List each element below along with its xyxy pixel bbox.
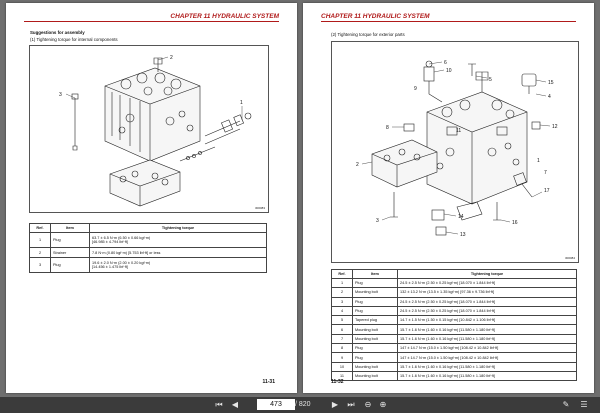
cell-ref: 1 xyxy=(30,233,51,248)
callout-1: 1 xyxy=(240,100,243,106)
table-row xyxy=(332,344,577,353)
cell-item: Mounting bolt xyxy=(353,362,398,371)
callout-3: 3 xyxy=(376,218,379,224)
col-ref: Ref. xyxy=(30,224,51,233)
cell-item: Tapered plug xyxy=(353,316,398,325)
callout-17: 17 xyxy=(544,188,550,194)
exterior-parts-figure xyxy=(331,41,579,263)
callout-6: 6 xyxy=(444,60,447,66)
valve-internal-drawing xyxy=(30,46,268,212)
table-row xyxy=(30,233,267,248)
cell-ref: 7 xyxy=(332,334,353,343)
callout-4: 4 xyxy=(548,94,551,100)
cell-torque: 24.5 ± 2.5 N·m (2.50 ± 0.25 kgf·m) [18.070 ± 1.844 lbf·ft] xyxy=(398,279,577,288)
cell-ref: 5 xyxy=(332,316,353,325)
cell-item: Mounting bolt xyxy=(353,371,398,380)
figure-code: 300084 xyxy=(564,256,575,260)
cell-item: Strainer xyxy=(51,248,90,258)
callout-9: 9 xyxy=(414,86,417,92)
table-row xyxy=(332,362,577,371)
callout-2-top: 2 xyxy=(170,55,173,61)
col-torque: Tightening torque xyxy=(398,270,577,279)
cell-ref: 6 xyxy=(332,325,353,334)
subsection-title: (2) Tightening torque for exterior parts xyxy=(331,32,405,37)
cell-torque: 7.8 N·m (0.80 kgf·m) [5.753 lbf·ft] or less xyxy=(90,248,267,258)
cell-item: Mounting bolt xyxy=(353,334,398,343)
table-row xyxy=(30,258,267,273)
table-row xyxy=(332,316,577,325)
page-number-input[interactable] xyxy=(257,399,295,410)
internal-components-figure xyxy=(29,45,269,213)
cell-item: Plug xyxy=(353,297,398,306)
cell-torque: 147 ± 14.7 N·m (15.0 ± 1.50 kgf·m) [108.42 ± 10.842 lbf·ft] xyxy=(398,353,577,362)
cell-item: Plug xyxy=(353,306,398,315)
cell-ref: 1 xyxy=(332,279,353,288)
first-page-icon[interactable]: ⏮ xyxy=(215,400,223,409)
table-row xyxy=(332,334,577,343)
callout-8: 8 xyxy=(386,125,389,131)
page-number: 11-31 xyxy=(262,379,275,385)
cell-ref: 3 xyxy=(332,297,353,306)
figure-code: 300083 xyxy=(254,206,265,210)
callout-12: 12 xyxy=(552,124,558,130)
cell-torque: 15.7 ± 1.6 N·m (1.60 ± 0.16 kgf·m) [11.580 ± 1.180 lbf·ft] xyxy=(398,371,577,380)
callout-14: 14 xyxy=(458,214,464,220)
cell-torque: 15.7 ± 1.6 N·m (1.60 ± 0.16 kgf·m) [11.580 ± 1.180 lbf·ft] xyxy=(398,334,577,343)
col-ref: Ref. xyxy=(332,270,353,279)
cell-item: Plug xyxy=(353,344,398,353)
cell-torque: 132 ± 13.2 N·m (13.5 ± 1.35 kgf·m) [97.36 ± 9.736 lbf·ft] xyxy=(398,288,577,297)
col-item: Item xyxy=(353,270,398,279)
cell-ref: 9 xyxy=(332,353,353,362)
callout-16: 16 xyxy=(512,220,518,226)
col-item: Item xyxy=(51,224,90,233)
table-row xyxy=(332,279,577,288)
callout-5: 5 xyxy=(489,77,492,83)
page-number: 11-32 xyxy=(331,379,344,385)
last-page-icon[interactable]: ⏭ xyxy=(347,400,355,409)
total-pages: / 820 xyxy=(295,401,311,408)
cell-item: Plug xyxy=(51,233,90,248)
cell-item: Mounting bolt xyxy=(353,325,398,334)
cell-torque: 24.5 ± 2.5 N·m (2.50 ± 0.25 kgf·m) [18.070 ± 1.844 lbf·ft] xyxy=(398,297,577,306)
table-row xyxy=(332,306,577,315)
cell-ref: 11 xyxy=(332,371,353,380)
cell-torque: 14.7 ± 1.5 N·m (1.50 ± 0.15 kgf·m) [10.842 ± 1.106 lbf·ft] xyxy=(398,316,577,325)
next-page-icon[interactable]: ▶ xyxy=(331,400,339,409)
callout-11: 11 xyxy=(456,128,462,134)
col-torque: Tightening torque xyxy=(90,224,267,233)
cell-item: Plug xyxy=(51,258,90,273)
table-row xyxy=(332,353,577,362)
cell-item: Plug xyxy=(353,353,398,362)
callout-7: 7 xyxy=(544,170,547,176)
cell-ref: 2 xyxy=(332,288,353,297)
callout-3: 3 xyxy=(59,92,62,98)
cell-torque: 15.7 ± 1.6 N·m (1.60 ± 0.16 kgf·m) [11.580 ± 1.180 lbf·ft] xyxy=(398,325,577,334)
cell-item: Mounting bolt xyxy=(353,288,398,297)
table-row xyxy=(332,371,577,380)
cell-ref: 4 xyxy=(332,306,353,315)
table-row xyxy=(332,325,577,334)
cell-torque: 147 ± 14.7 N·m (15.0 ± 1.50 kgf·m) [108.42 ± 10.842 lbf·ft] xyxy=(398,344,577,353)
menu-icon[interactable]: ☰ xyxy=(580,400,588,409)
cell-ref: 8 xyxy=(332,344,353,353)
zoom-in-icon[interactable]: ⊕ xyxy=(379,400,387,409)
cell-torque: 19.6 ± 2.0 N·m (2.00 ± 0.20 kgf·m) [14.456 ± 1.475 lbf·ft] xyxy=(90,258,267,273)
internal-torque-table xyxy=(29,223,267,273)
exterior-torque-table xyxy=(331,269,577,381)
callout-2: 2 xyxy=(356,162,359,168)
cell-ref: 10 xyxy=(332,362,353,371)
callout-13: 13 xyxy=(460,232,466,238)
cell-torque: 15.7 ± 1.6 N·m (1.60 ± 0.16 kgf·m) [11.580 ± 1.180 lbf·ft] xyxy=(398,362,577,371)
valve-exterior-drawing xyxy=(332,42,578,262)
callout-10: 10 xyxy=(446,68,452,74)
viewer-toolbar xyxy=(0,397,600,413)
prev-page-icon[interactable]: ◀ xyxy=(231,400,239,409)
callout-1: 1 xyxy=(537,158,540,164)
cell-ref: 2 xyxy=(30,248,51,258)
cell-item: Plug xyxy=(353,279,398,288)
chapter-title: CHAPTER 11 HYDRAULIC SYSTEM xyxy=(321,12,576,22)
right-page xyxy=(303,3,594,393)
section-title: Suggestions for assembly xyxy=(30,30,85,35)
pen-icon[interactable]: ✎ xyxy=(562,400,570,409)
table-row xyxy=(332,297,577,306)
cell-ref: 3 xyxy=(30,258,51,273)
cell-torque: 63.7 ± 6.5 N·m (6.50 ± 0.66 kgf·m) [46.985 ± 4.794 lbf·ft] xyxy=(90,233,267,248)
callout-15: 15 xyxy=(548,80,554,86)
subsection-title: (1) Tightening torque for internal components xyxy=(30,37,118,42)
table-row xyxy=(332,288,577,297)
left-page xyxy=(6,3,297,393)
cell-torque: 24.5 ± 2.5 N·m (2.50 ± 0.25 kgf·m) [18.070 ± 1.844 lbf·ft] xyxy=(398,306,577,315)
zoom-out-icon[interactable]: ⊖ xyxy=(364,400,372,409)
table-row xyxy=(30,248,267,258)
chapter-title: CHAPTER 11 HYDRAULIC SYSTEM xyxy=(24,12,279,22)
